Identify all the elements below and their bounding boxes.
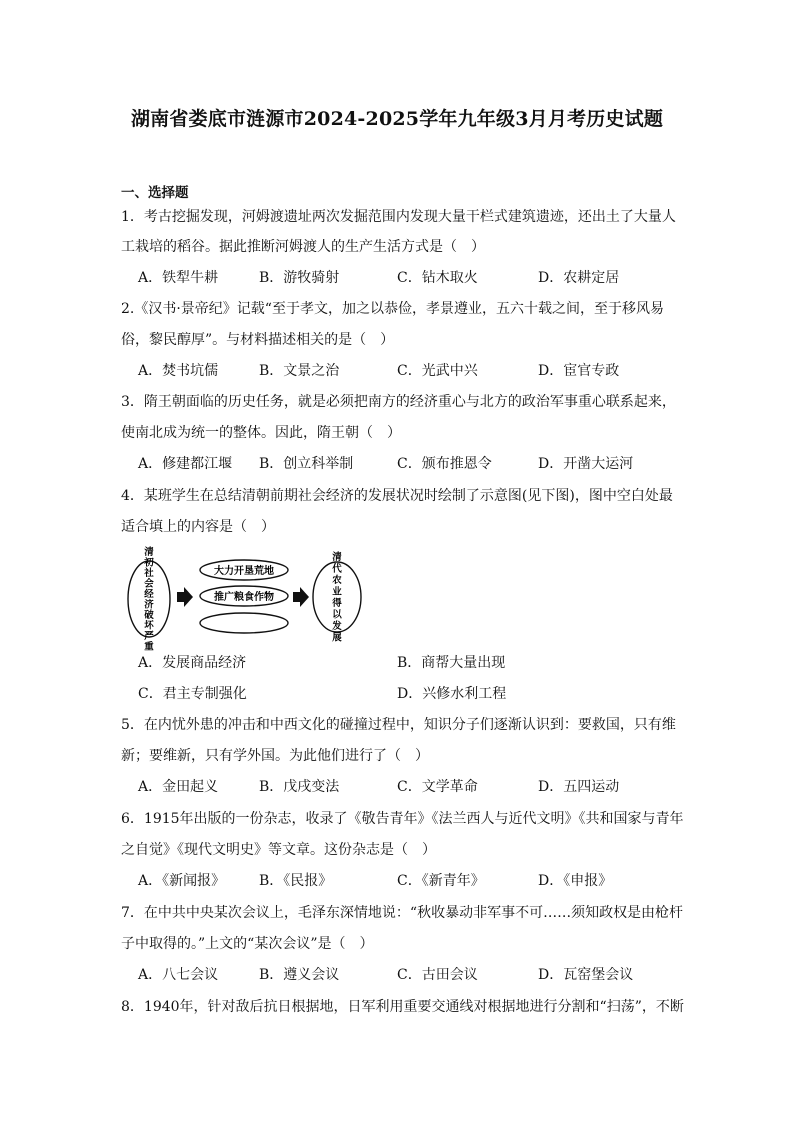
option-a: A．发展商品经济 xyxy=(138,655,247,671)
question-6-line-1: 6．1915年出版的一份杂志，收录了《敬告青年》《法兰西人与近代文明》《共和国家与青年 xyxy=(121,811,684,827)
option-b: B．文景之治 xyxy=(259,363,340,379)
arrow-right-icon xyxy=(177,587,193,607)
option-c: C．光武中兴 xyxy=(397,363,478,379)
question-1-options xyxy=(138,268,698,288)
question-4-line-2: 适合填上的内容是（ ） xyxy=(121,519,275,535)
question-8-line-1: 8．1940年，针对敌后抗日根据地，日军利用重要交通线对根据地进行分割和“扫荡”，不断 xyxy=(121,999,684,1015)
question-3-line-2: 使南北成为统一的整体。因此，隋王朝（ ） xyxy=(121,425,401,441)
option-d: D．瓦窑堡会议 xyxy=(538,967,634,983)
option-a: A．八七会议 xyxy=(138,967,219,983)
middle-ellipse-1-label: 大力开垦荒地 xyxy=(214,566,274,577)
option-b: B．创立科举制 xyxy=(259,456,354,472)
question-1-line-2: 工栽培的稻谷。据此推断河姆渡人的生产生活方式是（ ） xyxy=(121,239,485,255)
arrow-right-icon xyxy=(293,587,309,607)
question-2-line-2: 俗，黎民醇厚”。与材料描述相关的是（ ） xyxy=(121,332,395,348)
question-4-line-1: 4．某班学生在总结清朝前期社会经济的发展状况时绘制了示意图(见下图)，图中空白处最 xyxy=(121,488,673,504)
question-4-options-row-1 xyxy=(138,653,698,673)
question-3-line-1: 3．隋王朝面临的历史任务，就是必须把南方的经济重心与北方的政治军事重心联系起来， xyxy=(121,394,676,410)
question-2-line-1: 2.《汉书·景帝纪》记载“至于孝文，加之以恭俭，孝景遵业，五六十载之间，至于移风易 xyxy=(121,301,664,317)
option-b: B．商帮大量出现 xyxy=(397,655,506,671)
option-c: C．古田会议 xyxy=(397,967,478,983)
question-6-options xyxy=(138,871,698,891)
option-d: D．宦官专政 xyxy=(538,363,620,379)
question-7-line-1: 7．在中共中央某次会议上，毛泽东深情地说：“秋收暴动非军事不可……须知政权是由枪杆 xyxy=(121,905,684,921)
question-3-options xyxy=(138,454,698,474)
option-c: C．钻木取火 xyxy=(397,270,478,286)
option-d: D．《申报》 xyxy=(538,873,613,889)
option-b: B．遵义会议 xyxy=(259,967,340,983)
option-b: B．戊戌变法 xyxy=(259,779,340,795)
middle-ellipse-blank xyxy=(200,613,288,633)
option-a: A．修建都江堰 xyxy=(138,456,233,472)
option-a: A．焚书坑儒 xyxy=(138,363,219,379)
left-ellipse-label: 清初社会经济破坏严重 xyxy=(144,546,154,653)
section-heading: 一、选择题 xyxy=(121,185,189,201)
question-5-line-1: 5．在内忧外患的冲击和中西文化的碰撞过程中，知识分子们逐渐认识到：要救国，只有维 xyxy=(121,717,676,733)
option-b: B．《民报》 xyxy=(259,873,333,889)
option-c: C．《新青年》 xyxy=(397,873,485,889)
option-d: D．农耕定居 xyxy=(538,270,620,286)
option-c: C．颁布推恩令 xyxy=(397,456,492,472)
option-c: C．君主专制强化 xyxy=(138,686,247,702)
question-7-options xyxy=(138,965,698,985)
question-6-line-2: 之自觉》《现代文明史》等文章。这份杂志是（ ） xyxy=(121,842,436,858)
right-ellipse-label: 清代农业得以发展 xyxy=(332,551,342,644)
question-1-line-1: 1．考古挖掘发现，河姆渡遗址两次发掘范围内发现大量干栏式建筑遗迹，还出土了大量人 xyxy=(121,209,676,225)
question-4-options-row-2 xyxy=(138,684,698,704)
flow-diagram xyxy=(126,546,371,653)
question-7-line-2: 子中取得的。”上文的“某次会议”是（ ） xyxy=(121,936,374,952)
question-5-line-2: 新；要维新，只有学外国。为此他们进行了（ ） xyxy=(121,748,429,764)
middle-ellipse-2-label: 推广粮食作物 xyxy=(214,592,274,603)
option-b: B．游牧骑射 xyxy=(259,270,340,286)
option-c: C．文学革命 xyxy=(397,779,478,795)
question-5-options xyxy=(138,777,698,797)
option-d: D．五四运动 xyxy=(538,779,620,795)
page-title: 湖南省娄底市涟源市2024-2025学年九年级3月月考历史试题 xyxy=(130,108,664,130)
option-a: A．铁犁牛耕 xyxy=(138,270,219,286)
question-2-options xyxy=(138,361,698,381)
option-a: A．金田起义 xyxy=(138,779,219,795)
option-d: D．兴修水利工程 xyxy=(397,686,507,702)
option-a: A．《新闻报》 xyxy=(138,873,226,889)
option-d: D．开凿大运河 xyxy=(538,456,634,472)
